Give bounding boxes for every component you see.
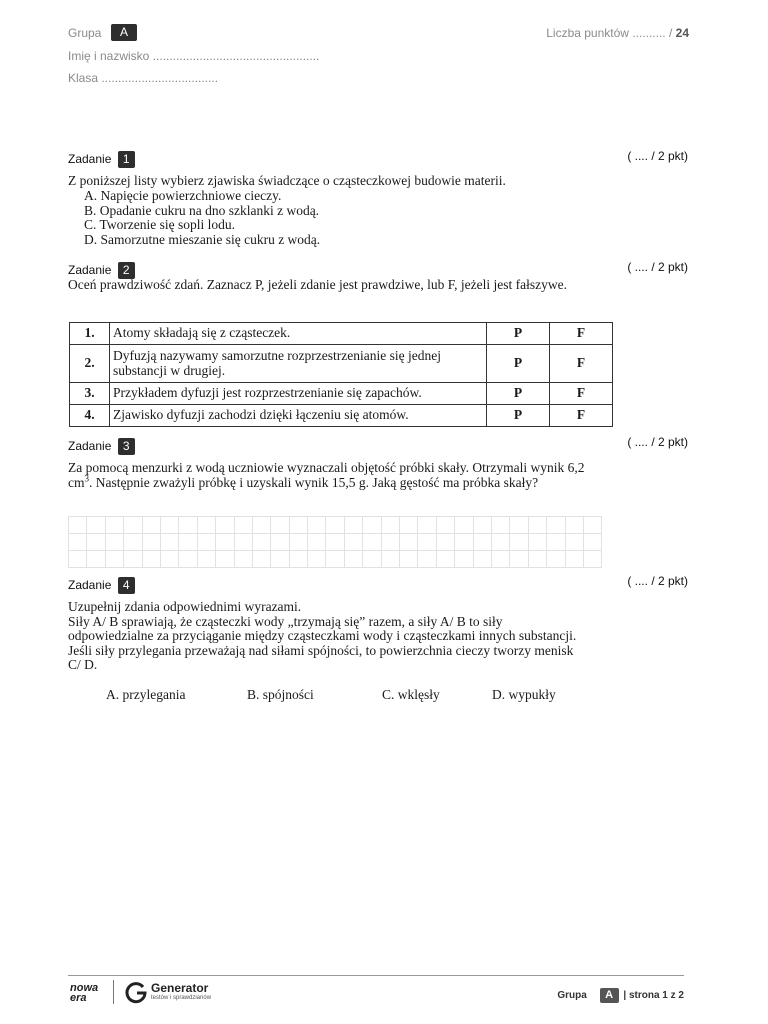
grid-cell[interactable]	[308, 551, 326, 568]
grid-cell[interactable]	[363, 534, 381, 551]
grid-cell[interactable]	[565, 534, 583, 551]
row-number: 4.	[70, 405, 110, 427]
grid-cell[interactable]	[455, 551, 473, 568]
grid-cell[interactable]	[436, 551, 454, 568]
p-option[interactable]: P	[487, 323, 550, 345]
grid-cell[interactable]	[179, 517, 197, 534]
grid-cell[interactable]	[583, 551, 601, 568]
grid-cell[interactable]	[400, 517, 418, 534]
task-1-points: ( .... / 2 pkt)	[627, 149, 688, 163]
statement: Dyfuzją nazywamy samorzutne rozprzestrzenianie się jednej substancji w drugiej.	[110, 345, 487, 383]
grid-cell[interactable]	[308, 534, 326, 551]
nowa-era-logo: nowa era	[70, 982, 99, 1004]
grid-cell[interactable]	[160, 517, 178, 534]
grid-cell[interactable]	[124, 551, 142, 568]
option-c[interactable]: C. wklęsły	[382, 687, 440, 702]
task-number-badge: 1	[118, 151, 135, 168]
p-option[interactable]: P	[487, 345, 550, 383]
class-field[interactable]: Klasa ...................................	[68, 71, 219, 85]
option-a[interactable]: A. przylegania	[106, 687, 186, 702]
task-1-options	[84, 189, 320, 247]
row-number: 3.	[70, 383, 110, 405]
p-option[interactable]: P	[487, 405, 550, 427]
task-4-instruction: Uzupełnij zdania odpowiednimi wyrazami.	[68, 599, 302, 614]
table-row	[70, 323, 613, 345]
grid-cell[interactable]	[510, 551, 528, 568]
grid-row	[69, 551, 602, 568]
grid-cell[interactable]	[87, 551, 105, 568]
grid-cell[interactable]	[473, 517, 491, 534]
grid-cell[interactable]	[197, 517, 215, 534]
footer-group-badge: A	[600, 988, 619, 1003]
name-field[interactable]: Imię i nazwisko ..................................................	[68, 49, 320, 63]
grid-cell[interactable]	[491, 534, 509, 551]
grid-cell[interactable]	[69, 551, 87, 568]
points-total: 24	[675, 26, 689, 40]
grid-cell[interactable]	[124, 517, 142, 534]
superscript: 3	[84, 473, 89, 483]
grid-cell[interactable]	[216, 534, 234, 551]
grid-cell[interactable]	[105, 551, 123, 568]
option-d[interactable]: D. wypukły	[492, 687, 556, 702]
prompt-part: Za pomocą menzurki z wodą uczniowie wyznaczali objętość próbki skały. Otrzymali wynik 6,2 cm	[68, 460, 585, 490]
grid-cell[interactable]	[418, 551, 436, 568]
grid-cell[interactable]	[142, 551, 160, 568]
table-row	[70, 405, 613, 427]
statement: Zjawisko dyfuzji zachodzi dzięki łączeniu się atomów.	[110, 405, 487, 427]
row-number: 1.	[70, 323, 110, 345]
grid-cell[interactable]	[252, 551, 270, 568]
table-row	[70, 345, 613, 383]
task-4-options	[106, 688, 586, 703]
grid-cell[interactable]	[473, 534, 491, 551]
grid-cell[interactable]	[344, 551, 362, 568]
grid-cell[interactable]	[528, 534, 546, 551]
footer-divider	[68, 975, 684, 976]
grid-cell[interactable]	[455, 517, 473, 534]
grid-cell[interactable]	[510, 534, 528, 551]
footer-page-info	[557, 988, 684, 1003]
footer-group-label: Grupa	[557, 990, 587, 1001]
true-false-table	[69, 322, 613, 427]
grid-cell[interactable]	[252, 517, 270, 534]
page-number: | strona 1 z 2	[623, 990, 684, 1001]
f-option[interactable]: F	[550, 383, 613, 405]
grid-cell[interactable]	[308, 517, 326, 534]
grid-cell[interactable]	[363, 551, 381, 568]
statement: Atomy składają się z cząsteczek.	[110, 323, 487, 345]
grid-cell[interactable]	[289, 534, 307, 551]
task-number-badge: 4	[118, 577, 135, 594]
points-label: Liczba punktów .......... /	[546, 26, 673, 40]
task-4-body	[68, 600, 588, 673]
grid-cell[interactable]	[473, 551, 491, 568]
grid-cell[interactable]	[436, 534, 454, 551]
grid-cell[interactable]	[234, 534, 252, 551]
task-number-badge: 3	[118, 438, 135, 455]
grid-cell[interactable]	[197, 534, 215, 551]
grid-cell[interactable]	[400, 551, 418, 568]
grid-cell[interactable]	[124, 534, 142, 551]
answer-grid[interactable]	[68, 516, 602, 568]
grid-cell[interactable]	[547, 517, 565, 534]
option-d[interactable]: D. Samorzutne mieszanie się cukru z wodą.	[84, 231, 321, 247]
grid-cell[interactable]	[565, 517, 583, 534]
grid-cell[interactable]	[69, 534, 87, 551]
grid-cell[interactable]	[69, 517, 87, 534]
grid-cell[interactable]	[436, 517, 454, 534]
grid-cell[interactable]	[583, 534, 601, 551]
option-c[interactable]: C. Tworzenie się sopli lodu.	[84, 217, 236, 232]
grid-cell[interactable]	[160, 534, 178, 551]
task-4-sentence-2: Jeśli siły przylegania przeważają nad siłami spójności, to powierzchnia cieczy tworzy menisk C/ D.	[68, 642, 574, 672]
group-badge: A	[111, 24, 137, 41]
grid-cell[interactable]	[142, 517, 160, 534]
statement: Przykładem dyfuzji jest rozprzestrzenianie się zapachów.	[110, 383, 487, 405]
task-3-header	[68, 438, 135, 455]
generator-title: Generator	[151, 981, 209, 995]
task-3-points: ( .... / 2 pkt)	[627, 435, 688, 449]
task-1-prompt: Z poniższej listy wybierz zjawiska świadczące o cząsteczkowej budowie materii.	[68, 173, 506, 188]
grid-cell[interactable]	[197, 551, 215, 568]
grid-cell[interactable]	[528, 517, 546, 534]
task-4-points: ( .... / 2 pkt)	[627, 574, 688, 588]
grid-cell[interactable]	[289, 551, 307, 568]
grid-cell[interactable]	[547, 551, 565, 568]
grid-cell[interactable]	[418, 534, 436, 551]
f-option[interactable]: F	[550, 345, 613, 383]
generator-subtitle: testów i sprawdzianów	[151, 995, 212, 1001]
grid-cell[interactable]	[105, 534, 123, 551]
grid-cell[interactable]	[234, 517, 252, 534]
task-label: Zadanie	[68, 439, 112, 453]
grid-cell[interactable]	[491, 551, 509, 568]
grid-cell[interactable]	[455, 534, 473, 551]
grid-cell[interactable]	[326, 551, 344, 568]
grid-cell[interactable]	[179, 534, 197, 551]
option-b[interactable]: B. Opadanie cukru na dno szklanki z wodą.	[84, 202, 320, 218]
grid-cell[interactable]	[87, 517, 105, 534]
task-2-prompt: Oceń prawdziwość zdań. Zaznacz P, jeżeli zdanie jest prawdziwe, lub F, jeżeli jest fałszywe.	[68, 277, 567, 292]
table-row	[70, 383, 613, 405]
f-option[interactable]: F	[550, 405, 613, 427]
grid-row	[69, 517, 602, 534]
grid-cell[interactable]	[363, 517, 381, 534]
grid-cell[interactable]	[400, 534, 418, 551]
grid-cell[interactable]	[381, 517, 399, 534]
prompt-part: . Następnie zważyli próbkę i uzyskali wynik 15,5 g. Jaką gęstość ma próbka skały?	[89, 474, 539, 490]
grid-cell[interactable]	[271, 517, 289, 534]
grid-cell[interactable]	[216, 517, 234, 534]
grid-cell[interactable]	[142, 534, 160, 551]
task-4-header	[68, 577, 135, 594]
generator-g-icon	[124, 980, 148, 1004]
group-label: Grupa	[68, 26, 102, 40]
points-summary	[546, 26, 689, 40]
grid-cell[interactable]	[105, 517, 123, 534]
p-option[interactable]: P	[487, 383, 550, 405]
grid-cell[interactable]	[271, 551, 289, 568]
grid-cell[interactable]	[491, 517, 509, 534]
grid-cell[interactable]	[344, 517, 362, 534]
grid-cell[interactable]	[326, 517, 344, 534]
grid-cell[interactable]	[344, 534, 362, 551]
grid-cell[interactable]	[252, 534, 270, 551]
f-option[interactable]: F	[550, 323, 613, 345]
option-a[interactable]: A. Napięcie powierzchniowe cieczy.	[84, 188, 282, 203]
task-1-header	[68, 151, 135, 168]
grid-cell[interactable]	[418, 517, 436, 534]
grid-cell[interactable]	[381, 534, 399, 551]
grid-cell[interactable]	[326, 534, 344, 551]
option-b[interactable]: B. spójności	[247, 687, 314, 702]
grid-cell[interactable]	[160, 551, 178, 568]
task-3-prompt	[68, 461, 588, 490]
grid-cell[interactable]	[583, 517, 601, 534]
logo-divider	[113, 980, 114, 1004]
grid-cell[interactable]	[528, 551, 546, 568]
task-label: Zadanie	[68, 263, 112, 277]
grid-cell[interactable]	[179, 551, 197, 568]
grid-row	[69, 534, 602, 551]
grid-cell[interactable]	[510, 517, 528, 534]
task-label: Zadanie	[68, 578, 112, 592]
task-2-points: ( .... / 2 pkt)	[627, 260, 688, 274]
grid-cell[interactable]	[381, 551, 399, 568]
grid-cell[interactable]	[234, 551, 252, 568]
grid-cell[interactable]	[289, 517, 307, 534]
task-label: Zadanie	[68, 152, 112, 166]
grid-cell[interactable]	[271, 534, 289, 551]
grid-cell[interactable]	[216, 551, 234, 568]
grid-cell[interactable]	[87, 534, 105, 551]
grid-cell[interactable]	[565, 551, 583, 568]
task-4-sentence-1: Siły A/ B sprawiają, że cząsteczki wody „trzymają się” razem, a siły A/ B to siły odpowiedzialne za przyciąganie między cząsteczkami wody i cząsteczkami innych substancji.	[68, 613, 577, 643]
row-number: 2.	[70, 345, 110, 383]
task-number-badge: 2	[118, 262, 135, 279]
grid-cell[interactable]	[547, 534, 565, 551]
